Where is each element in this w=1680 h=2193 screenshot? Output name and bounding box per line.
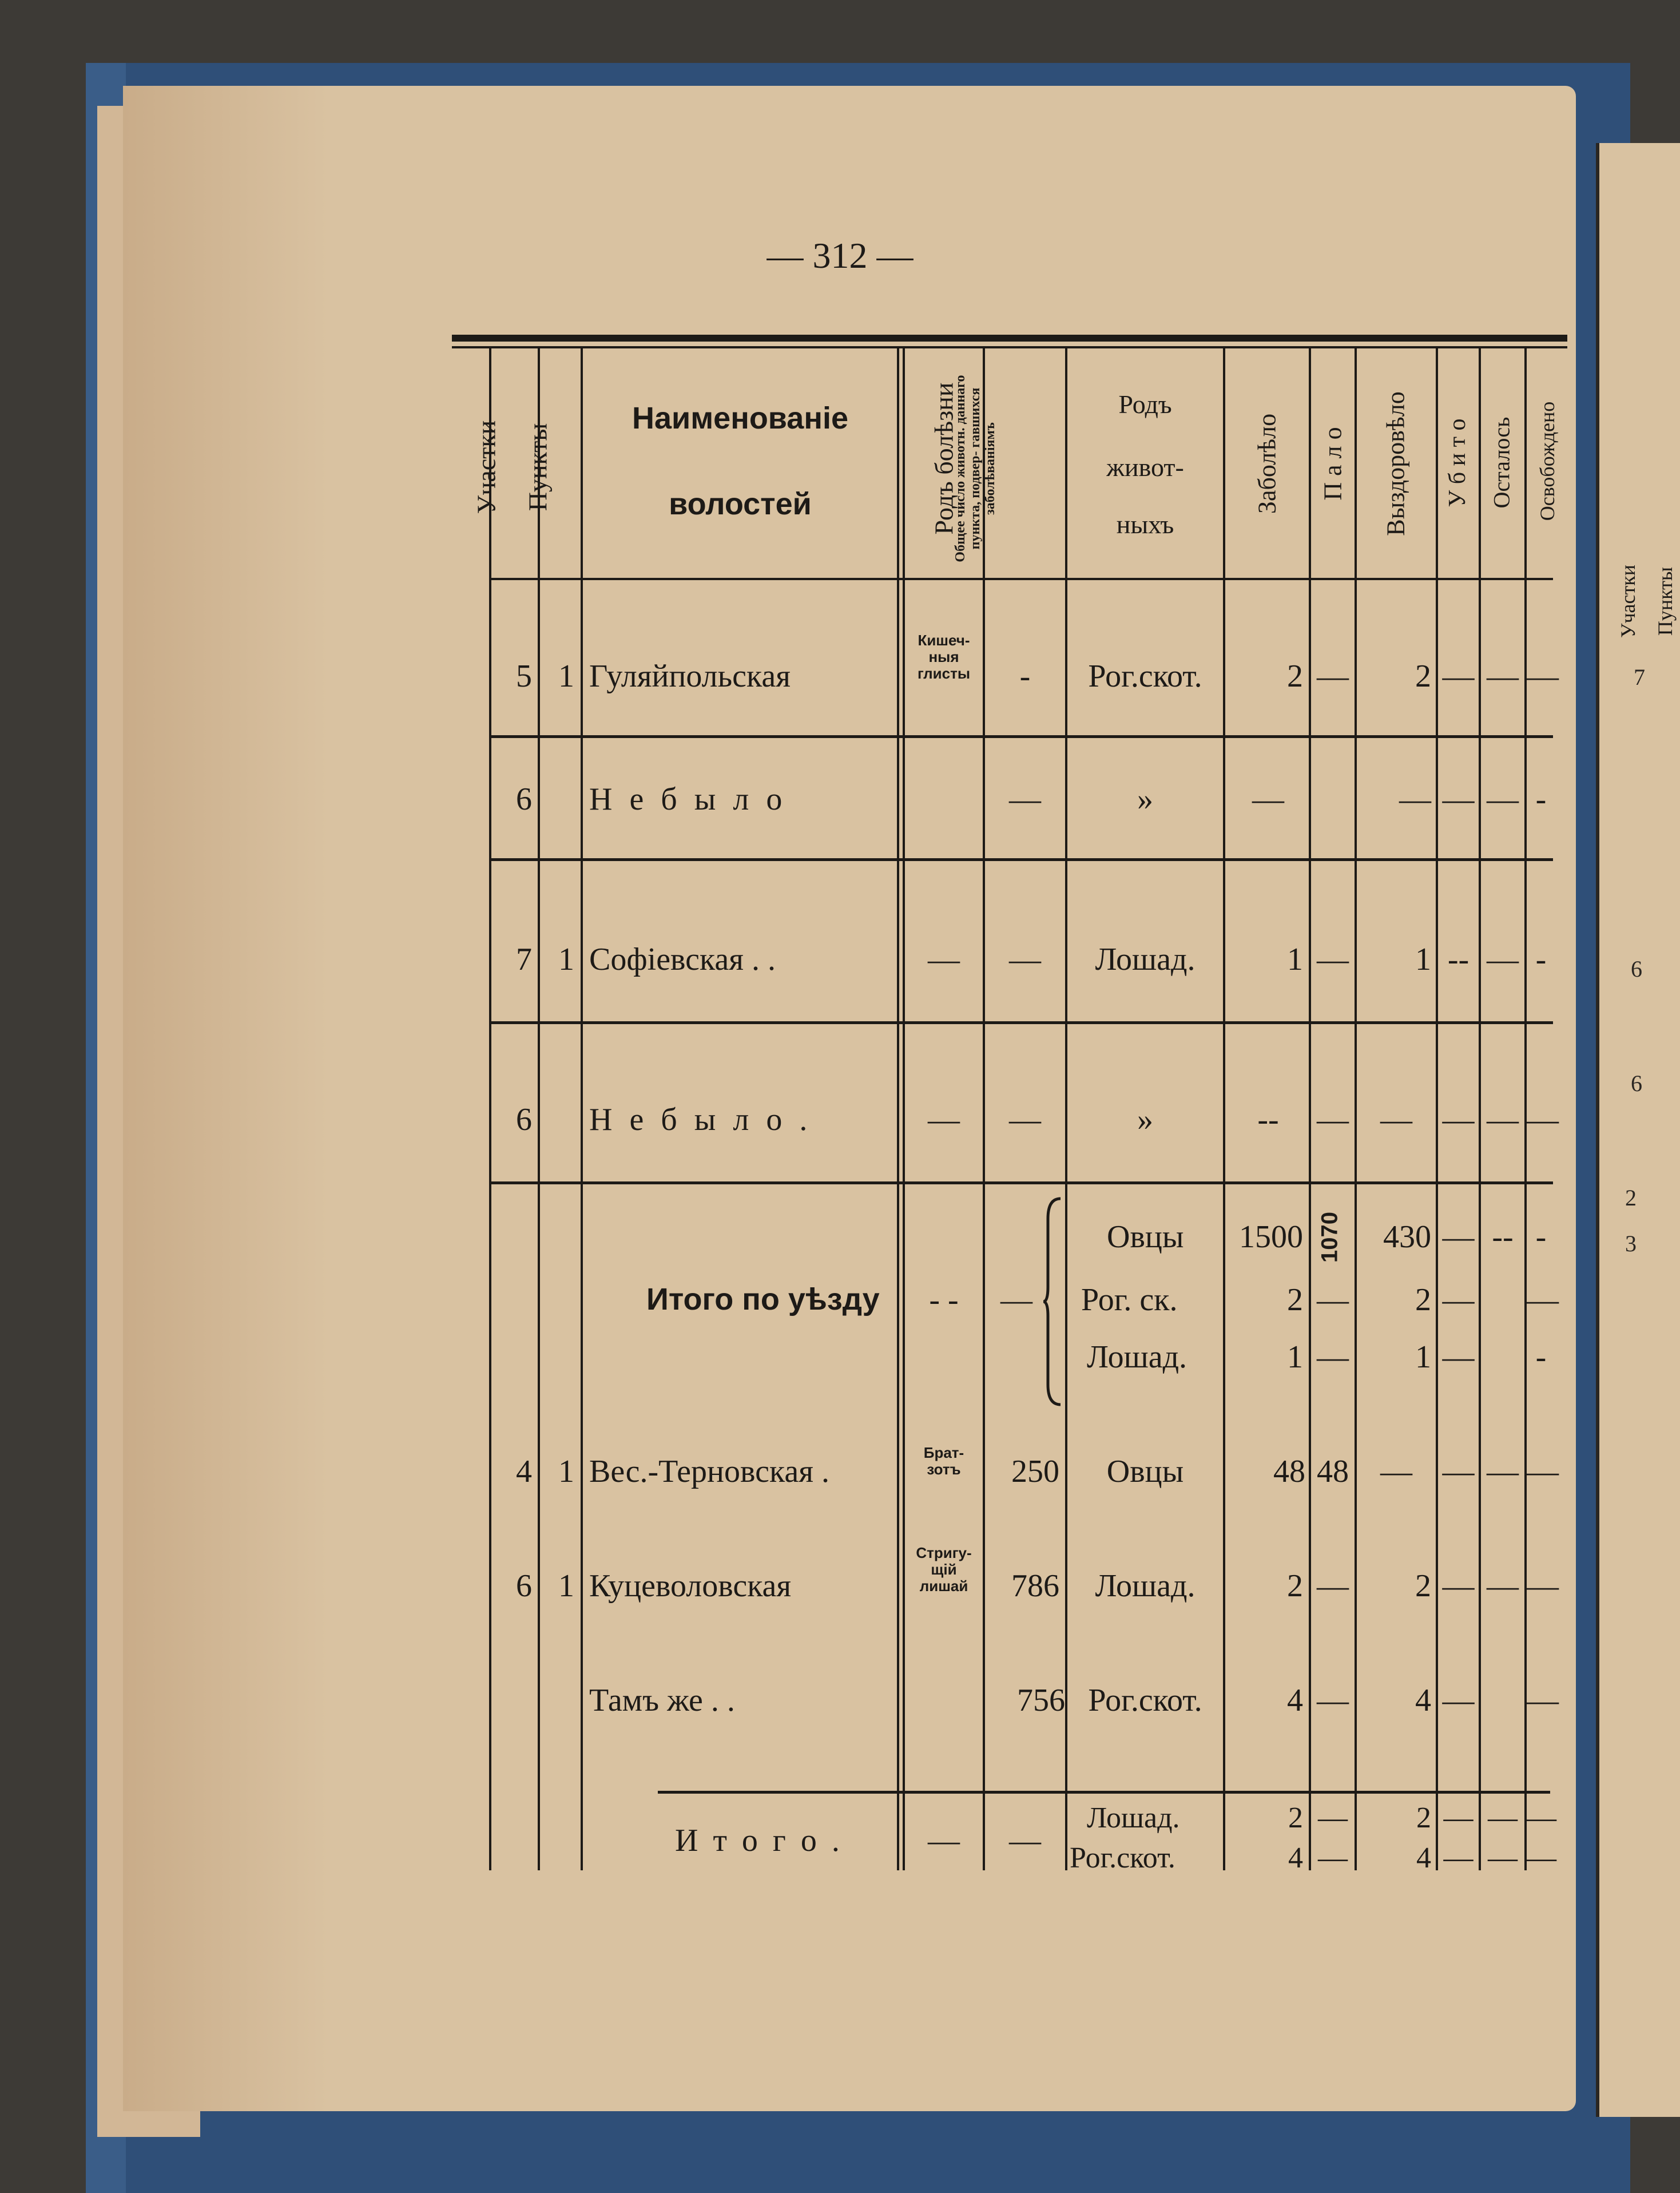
- row-rule: [489, 735, 1553, 738]
- cell-ubito: —: [1442, 1683, 1475, 1718]
- cell-zhivotnye: Лошад.: [1095, 942, 1196, 977]
- cell-uchastok: 6: [516, 1102, 532, 1137]
- header-name-line1: Наименованіе: [632, 401, 848, 435]
- cell-palo: —: [1317, 1282, 1349, 1318]
- cell-ostalos: —: [1487, 659, 1519, 694]
- cell-obshchee: 756: [1017, 1683, 1065, 1718]
- header-name-line2: волостей: [669, 487, 812, 521]
- cell-zabolelo: 2: [1287, 1282, 1303, 1318]
- cell-ubito: —: [1442, 782, 1475, 817]
- cell-ubito: —: [1442, 1219, 1475, 1255]
- header-rod-zhivot-3: ныхъ: [1116, 510, 1174, 539]
- right-header-uchastki: Участки: [1617, 564, 1639, 639]
- cell-zabolelo: 1: [1287, 1339, 1303, 1375]
- cell-punkt: 1: [558, 1568, 574, 1604]
- cell-palo: —: [1317, 1102, 1349, 1137]
- cell-osvob: —: [1527, 1282, 1559, 1318]
- cell-zabolelo: 4: [1288, 1842, 1303, 1874]
- cell-uchastok: 4: [516, 1454, 532, 1489]
- right-row-num: 7: [1634, 664, 1645, 690]
- col-rule: [581, 348, 583, 1870]
- cell-palo: —: [1317, 659, 1349, 694]
- right-row-num: 6: [1631, 1070, 1642, 1096]
- header-obshchee-chislo: Общее число животн. даннаго пункта, подвер- гавшихся заболѣваніямъ: [953, 375, 998, 562]
- cell-ostalos: --: [1492, 1219, 1514, 1255]
- row-rule: [489, 1021, 1553, 1024]
- cell-zabolelo: 4: [1287, 1683, 1303, 1718]
- cell-name: Софіевская . .: [589, 942, 776, 977]
- cell-vyzdor: —: [1380, 1102, 1412, 1137]
- header-zabolelo: Заболѣло: [1253, 413, 1281, 514]
- header-rod-zhivot-2: живот-: [1106, 453, 1184, 482]
- cell-vyzdor: 1: [1415, 1339, 1431, 1375]
- table-top-rule-thin: [452, 346, 1567, 348]
- cell-zhivotnye: Рог.скот.: [1088, 659, 1202, 694]
- cell-palo: —: [1317, 1339, 1349, 1375]
- cell-obshchee: —: [1000, 1282, 1032, 1318]
- cell-ubito: —: [1442, 1454, 1475, 1489]
- cell-obshchee: —: [1009, 942, 1041, 977]
- cell-palo: —: [1317, 1683, 1349, 1718]
- cell-obshchee: -: [1019, 659, 1031, 694]
- header-ostalos: Осталось: [1488, 417, 1515, 509]
- cell-ubito: --: [1447, 942, 1469, 977]
- cell-ostalos: —: [1487, 1568, 1519, 1604]
- cell-ostalos: —: [1488, 1802, 1518, 1834]
- row-rule: [489, 858, 1553, 861]
- total-label: И т о г о .: [675, 1823, 843, 1858]
- subtotal-label: Итого по уѣзду: [646, 1282, 880, 1316]
- cell-osvob: -: [1535, 1339, 1547, 1375]
- cell-obshchee: 250: [1011, 1454, 1059, 1489]
- cell-uchastok: 7: [516, 942, 532, 977]
- cell-ubito: —: [1442, 1102, 1475, 1137]
- page-number: — 312 —: [766, 235, 914, 276]
- cell-osvob: -: [1535, 942, 1547, 977]
- cell-zhivotnye: »: [1137, 782, 1153, 817]
- cell-zhivotnye: Овцы: [1107, 1219, 1184, 1255]
- row-rule: [489, 1181, 1553, 1184]
- col-rule: [489, 348, 491, 1870]
- header-vyzdorovelo: Выздоровѣло: [1381, 391, 1410, 536]
- cell-palo: 48: [1317, 1454, 1349, 1489]
- cell-zhivotnye: Рог. ск.: [1081, 1282, 1178, 1318]
- right-header-punkty: Пункты: [1654, 566, 1677, 636]
- cell-bolezn: Стригу- щій лишай: [916, 1544, 972, 1595]
- cell-ubito: —: [1443, 1802, 1474, 1834]
- table-top-rule: [452, 335, 1567, 342]
- cell-uchastok: 5: [516, 659, 532, 694]
- cell-ubito: —: [1442, 1568, 1475, 1604]
- header-rod-bolezni: Родъ болѣзни: [929, 382, 959, 535]
- cell-punkt: 1: [558, 659, 574, 694]
- cell-vyzdor: 2: [1415, 1282, 1431, 1318]
- cell-obshchee: 786: [1011, 1568, 1059, 1604]
- cell-zabolelo: --: [1257, 1102, 1279, 1137]
- cell-zhivotnye: Лошад.: [1087, 1339, 1187, 1375]
- cell-osvob: —: [1527, 1802, 1556, 1834]
- cell-vyzdor: 4: [1415, 1683, 1431, 1718]
- cell-bolezn: —: [928, 1102, 960, 1137]
- cell-uchastok: 6: [516, 1568, 532, 1604]
- cell-punkt: 1: [558, 942, 574, 977]
- header-uchastki: Участки: [471, 420, 501, 514]
- cell-zhivotnye: Рог.скот.: [1070, 1842, 1175, 1874]
- header-osvobozhdeno: Освобождено: [1536, 401, 1559, 521]
- cell-ubito: —: [1442, 1339, 1475, 1375]
- cell-osvob: —: [1527, 659, 1559, 694]
- cell-ubito: —: [1443, 1842, 1474, 1874]
- cell-name: Гуляйпольская: [589, 659, 791, 694]
- cell-zabolelo: 2: [1287, 1568, 1303, 1604]
- header-rule: [489, 578, 1553, 580]
- cell-ostalos: —: [1487, 1102, 1519, 1137]
- cell-bolezn: - -: [929, 1282, 959, 1318]
- page-gutter-shadow: [123, 86, 329, 2111]
- header-rod-zhivot-1: Родъ: [1118, 390, 1172, 419]
- header-punkty: Пункты: [523, 423, 553, 511]
- brace-icon: [1042, 1196, 1065, 1407]
- cell-ostalos: —: [1487, 942, 1519, 977]
- cell-punkt: 1: [558, 1454, 574, 1489]
- cell-name: Куцеволовская: [589, 1568, 792, 1604]
- cell-name: Н е б ы л о .: [589, 1102, 812, 1137]
- cell-osvob: —: [1527, 1568, 1559, 1604]
- cell-osvob: —: [1527, 1842, 1556, 1874]
- cell-zabolelo: 2: [1288, 1802, 1303, 1834]
- cell-zabolelo: —: [1252, 782, 1284, 817]
- cell-ostalos: —: [1487, 782, 1519, 817]
- cell-vyzdor: 2: [1415, 659, 1431, 694]
- cell-osvob: —: [1527, 1683, 1559, 1718]
- cell-zabolelo: 1: [1287, 942, 1303, 977]
- cell-zhivotnye: Лошад.: [1087, 1802, 1180, 1834]
- cell-palo: —: [1318, 1802, 1348, 1834]
- cell-vyzdor: 2: [1415, 1568, 1431, 1604]
- cell-bolezn: Брат- зотъ: [923, 1444, 964, 1478]
- row-rule: [658, 1791, 1550, 1794]
- cell-osvob: -: [1535, 782, 1547, 817]
- cell-uchastok: 6: [516, 782, 532, 817]
- cell-zhivotnye: Рог.скот.: [1088, 1683, 1202, 1718]
- cell-zabolelo: 1500: [1239, 1219, 1303, 1255]
- cell-zhivotnye: »: [1137, 1102, 1153, 1137]
- cell-osvob: -: [1535, 1219, 1547, 1255]
- cell-name: Вес.-Терновская .: [589, 1454, 829, 1489]
- cell-name: Тамъ же . .: [589, 1683, 735, 1718]
- cell-zabolelo: 2: [1287, 659, 1303, 694]
- cell-bolezn: —: [928, 1823, 960, 1858]
- header-ubito: У б и т о: [1444, 418, 1471, 507]
- cell-palo: —: [1317, 1568, 1349, 1604]
- col-rule: [538, 348, 540, 1870]
- right-page: [1596, 143, 1680, 2117]
- cell-palo: —: [1318, 1842, 1348, 1874]
- right-row-num: 3: [1625, 1231, 1637, 1256]
- cell-ubito: —: [1442, 659, 1475, 694]
- cell-ubito: —: [1442, 1282, 1475, 1318]
- right-row-num: 2: [1625, 1185, 1637, 1211]
- cell-zhivotnye: Лошад.: [1095, 1568, 1196, 1604]
- cell-vyzdor: 4: [1416, 1842, 1431, 1874]
- cell-vyzdor: 1: [1415, 942, 1431, 977]
- cell-vyzdor: —: [1380, 1454, 1412, 1489]
- cell-zhivotnye: Овцы: [1106, 1454, 1184, 1489]
- col-rule: [897, 348, 899, 1870]
- cell-osvob: —: [1527, 1454, 1559, 1489]
- cell-bolezn: Кишеч- ныя глисты: [917, 632, 971, 682]
- cell-bolezn: —: [928, 942, 960, 977]
- cell-palo: —: [1317, 942, 1349, 977]
- cell-obshchee: —: [1009, 1823, 1041, 1858]
- cell-vyzdor: —: [1399, 782, 1431, 817]
- cell-obshchee: —: [1009, 1102, 1041, 1137]
- cell-vyzdor: 2: [1416, 1802, 1431, 1834]
- cell-osvob: —: [1527, 1102, 1559, 1137]
- cell-palo: 1070: [1317, 1212, 1343, 1263]
- cell-name: Н е б ы л о: [589, 782, 787, 817]
- cell-ostalos: —: [1488, 1842, 1518, 1874]
- cell-zabolelo: 48: [1273, 1454, 1305, 1489]
- cell-obshchee: —: [1009, 782, 1041, 817]
- cell-vyzdor: 430: [1383, 1219, 1431, 1255]
- cell-ostalos: —: [1487, 1454, 1519, 1489]
- header-palo: П а л о: [1318, 427, 1347, 501]
- right-row-num: 6: [1631, 956, 1642, 982]
